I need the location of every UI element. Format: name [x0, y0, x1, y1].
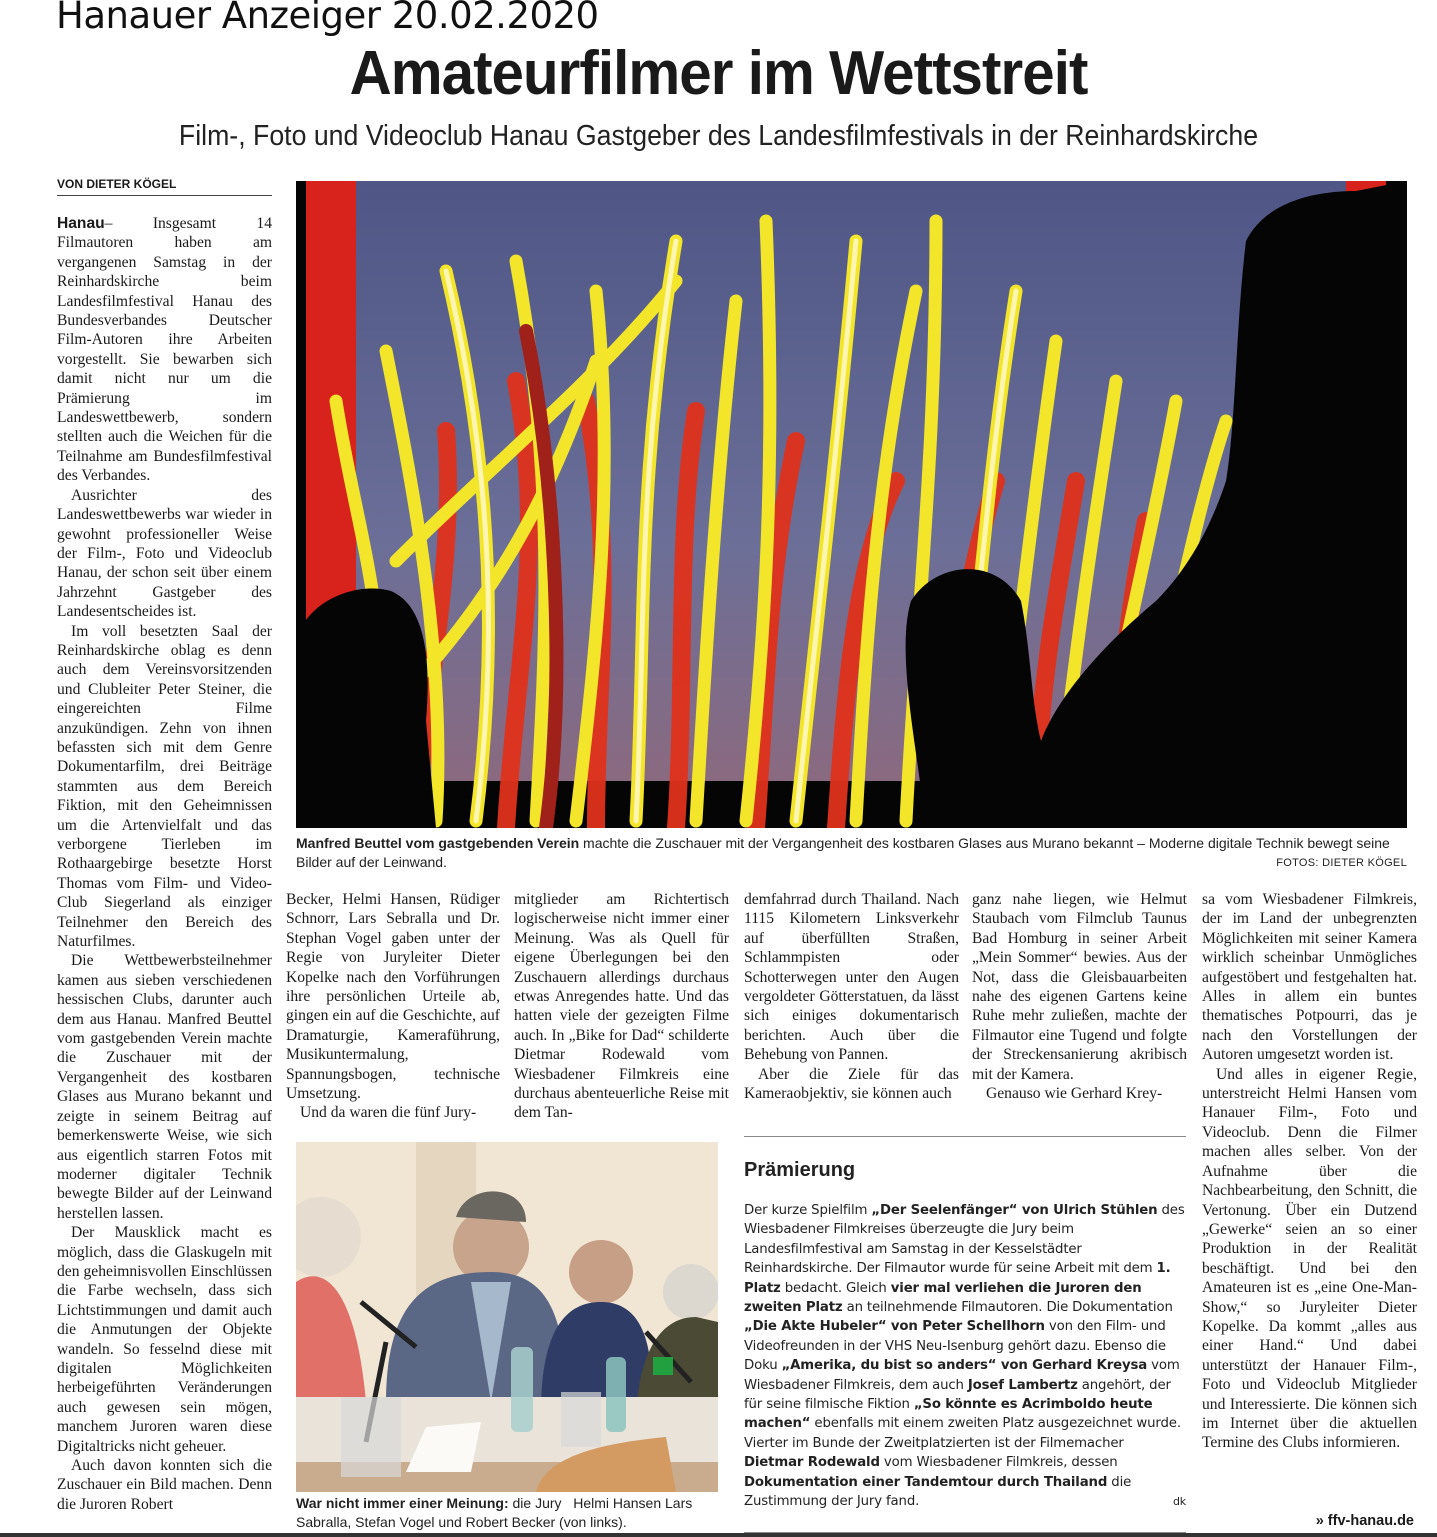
- dateline-place: Hanau: [57, 215, 105, 232]
- article-column-6: [1202, 890, 1417, 1453]
- infobox-title: Prämierung: [744, 1159, 856, 1181]
- paragraph: demfahrrad durch Thailand. Nach 1115 Kilometern Linksverkehr auf überfüllten Straßen, Schlammpisten oder Schotterwegen unter den Augen vergoldeter Götterstatuen, da lässt sich einiges dokumentarisch berichten. Auch über die Behebung von Pannen.: [744, 891, 959, 1064]
- article-column-2: [286, 890, 500, 1123]
- paragraph: Ausrichter des Landeswettbewerbs war wieder in gewohnt professioneller Weise der Film-, Foto und Videoclub Hanau, der schon seit über einem Jahrzehnt Gastgeber des Landesentscheides ist.: [57, 486, 272, 621]
- byline: VON DIETER KÖGEL: [57, 176, 272, 196]
- main-photo-glass-projection: [296, 181, 1407, 828]
- paragraph: Die Wettbewerbsteilnehmer kamen aus sieben verschiedenen hessischen Clubs, darunter auch dem aus Hanau. Manfred Beuttel vom gastgebenden Verein machte die Zuschauer mit der Vergangenheit des kostbaren Glases aus Murano bekannt und zeigte in seinem Beitrag auf bemerkenswerte Weise, wie sich aus eigentlich starren Fotos mit moderner digitaler Technik bewegte Bilder auf der Leinwand herstellen lassen.: [57, 952, 272, 1222]
- paragraph: Und da waren die fünf Jury-: [300, 1104, 477, 1122]
- paragraph: Becker, Helmi Hansen, Rüdiger Schnorr, Lars Sebralla und Dr. Stephan Vogel gaben unter der Regie von Juryleiter Dieter Kopelke nach den Vorführungen ihre persönlichen Urteile ab, gingen ein auf die Geschichte, auf Dramaturgie, Kameraführung, Musikuntermalung, Spannungsbogen, technische Umsetzung.: [286, 891, 500, 1103]
- paragraph: Aber die Ziele für das Kameraobjektiv, sie können auch: [744, 1065, 959, 1103]
- paragraph: Genauso wie Gerhard Krey-: [986, 1085, 1163, 1103]
- paragraph: sa vom Wiesbadener Filmkreis, der im Land der unbegrenzten Möglichkeiten mit seiner Kamera wirklich scheinbar Unmögliches aufgestöbert und festgehalten hat. Alles in allem ein buntes thematisches Potpourri, das je nach den Vorstellungen der Autoren umgesetzt worden ist.: [1202, 891, 1417, 1064]
- article-column-4: [744, 890, 959, 1103]
- jury-photo: [296, 1142, 718, 1492]
- infobox-top-rule: [744, 1136, 1186, 1137]
- paragraph: Im voll besetzten Saal der Reinhardskirche oblag es denn auch dem Vereinsvorsitzenden und Clubleiter Peter Steiner, die eingereichten Filme anzukündigen. Zehn von ihnen befassten sich mit dem Genre Dokumentarfilm, drei Beiträge stammten aus dem Bereich Fiktion, mit den Geheimnissen um die Artenvielfalt und das verborgene Tierleben im Rothaargebirge besetzte Horst Thomas vom Film- und Video-Club Siegerland als einziger Teilnehmer den Bereich des Naturfilmes.: [57, 622, 272, 951]
- paragraph: Auch davon konnten sich die Zuschauer ein Bild machen. Denn die Juroren Robert: [57, 1457, 272, 1513]
- jury-photo-caption: War nicht immer einer Meinung: die Jury Helmi Hansen Lars Sabralla, Stefan Vogel und Robert Becker (von links).: [296, 1495, 697, 1530]
- paragraph: Hanau– Insgesamt 14 Filmautoren haben am vergangenen Samstag in der Reinhardskirche beim Landesfilmfestival Hanau des Bundesverbandes Deutscher Film-Autoren ihre Arbeiten vorgestellt. Sie bewarben sich damit nicht nur um die Prämierung im Landeswettbewerb, sondern stellten auch die Weichen für die Teilnahme am Bundesfilmfestival des Verbandes.: [57, 215, 272, 485]
- headline: Amateurfilmer im Wettstreit: [349, 39, 1088, 108]
- main-photo-caption: Manfred Beuttel vom gastgebenden Verein machte die Zuschauer mit der Vergangenheit des kostbaren Glases aus Murano bekannt – Moderne digitale Technik bewegt seine Bilder auf der Leinwand. FOTOS: DIETER KÖGEL: [296, 834, 1407, 873]
- paragraph: Der Mausklick macht es möglich, dass die Glaskugeln mit den geheimnisvollen Einschlüssen die Farbe wechseln, dass sich Lichtstimmungen und damit auch die Anmutungen der Objekte wandeln. So fesselnd diese mit digitalen Möglichkeiten herbeigeführten Veränderungen auch gewesen sein mögen, manchem Juroren waren diese Digitaltricks nicht geheuer.: [57, 1224, 272, 1455]
- paragraph: Und alles in eigener Regie, unterstreicht Helmi Hansen vom Hanauer Film-, Foto und Videoclub. Denn die Filmer machen alles selber. Von der Aufnahme über die Nachbearbeitung, den Schnitt, die Vertonung. Über ein Dutzend „Gewerke“ seien an so einer Produktion in der Realität beschäftigt. Und bei den Amateuren ist es „eine One-Man-Show,“ so Juryleiter Dieter Kopelke. Da kommt „alles aus einer Hand.“ Und dabei unterstützt der Hanauer Film-, Foto und Videoclub Mitglieder und Interessierte. Die können sich im Internet über die aktuellen Termine des Clubs informieren.: [1202, 1065, 1417, 1452]
- article-column-5: [972, 890, 1187, 1103]
- article-column-3: [514, 890, 729, 1123]
- club-website-link[interactable]: » ffv-hanau.de: [1315, 1513, 1414, 1529]
- flame-glass-image: [296, 181, 1407, 828]
- jury-table-image: [296, 1142, 718, 1492]
- photo-credit: FOTOS: DIETER KÖGEL: [1276, 857, 1407, 869]
- paragraph: mitglieder am Richtertisch logischerweise nicht immer einer Meinung. Was als Quell für eigene Überlegungen bei den Zuschauern allerdings durchaus etwas Anregendes hatte. Und das hatten viele der gezeigten Filme auch. In „Bike for Dad“ schilderte Dietmar Rodewald vom Wiesbadener Filmkreis eine durchaus abenteuerliche Reise mit dem Tan-: [514, 891, 729, 1122]
- newspaper-source-date: Hanauer Anzeiger 20.02.2020: [56, 0, 599, 37]
- subheadline: Film-, Foto und Videoclub Hanau Gastgeber des Landesfilmfestivals in der Reinhardskirche: [178, 120, 1259, 152]
- article-column-1: [57, 214, 272, 1514]
- infobox-text: Der kurze Spielfilm „Der Seelenfänger“ von Ulrich Stühlen des Wiesbadener Filmkreises überzeugte die Jury beim Landesfilmfestival am Samstag in der Kesselstädter Reinhardskirche. Der Filmautor wurde für seine Arbeit mit dem 1. Platz bedacht. Gleich vier mal verliehen die Juroren den zweiten Platz an teilnehmende Filmautoren. Die Dokumentation „Die Akte Hubeler“ von Peter Schellhorn von den Film- und Videofreunden in der VHS Neu-Isenburg gehört dazu. Ebenso die Doku „Amerika, du bist so anders“ von Gerhard Kreysa vom Wiesbadener Filmkreis, dem auch Josef Lambertz angehört, der für seine filmische Fiktion „So könnte es Acrimboldo heute machen“ ebenfalls mit einem zweiten Platz ausgezeichnet wurde. Vierter im Bunde der Zweitplatzierten ist der Filmemacher Dietmar Rodewald vom Wiesbadener Filmkreis, dessen Dokumentation einer Tandemtour durch Thailand die Zustimmung der Jury fand. dk: [744, 1201, 1186, 1512]
- paragraph: ganz nahe liegen, wie Helmut Staubach vom Filmclub Taunus Bad Homburg in seiner Arbeit „Mein Sommer“ bewies. Aus der Not, dass die Gleisbauarbeiten nahe des eigenen Gartens keine Ruhe mehr zuließen, machte der Filmautor eine Tugend und folgte der Streckensanierung akribisch mit der Kamera.: [972, 891, 1187, 1083]
- author-signature: dk: [1172, 1495, 1186, 1509]
- page-bottom-border: [0, 1533, 1437, 1537]
